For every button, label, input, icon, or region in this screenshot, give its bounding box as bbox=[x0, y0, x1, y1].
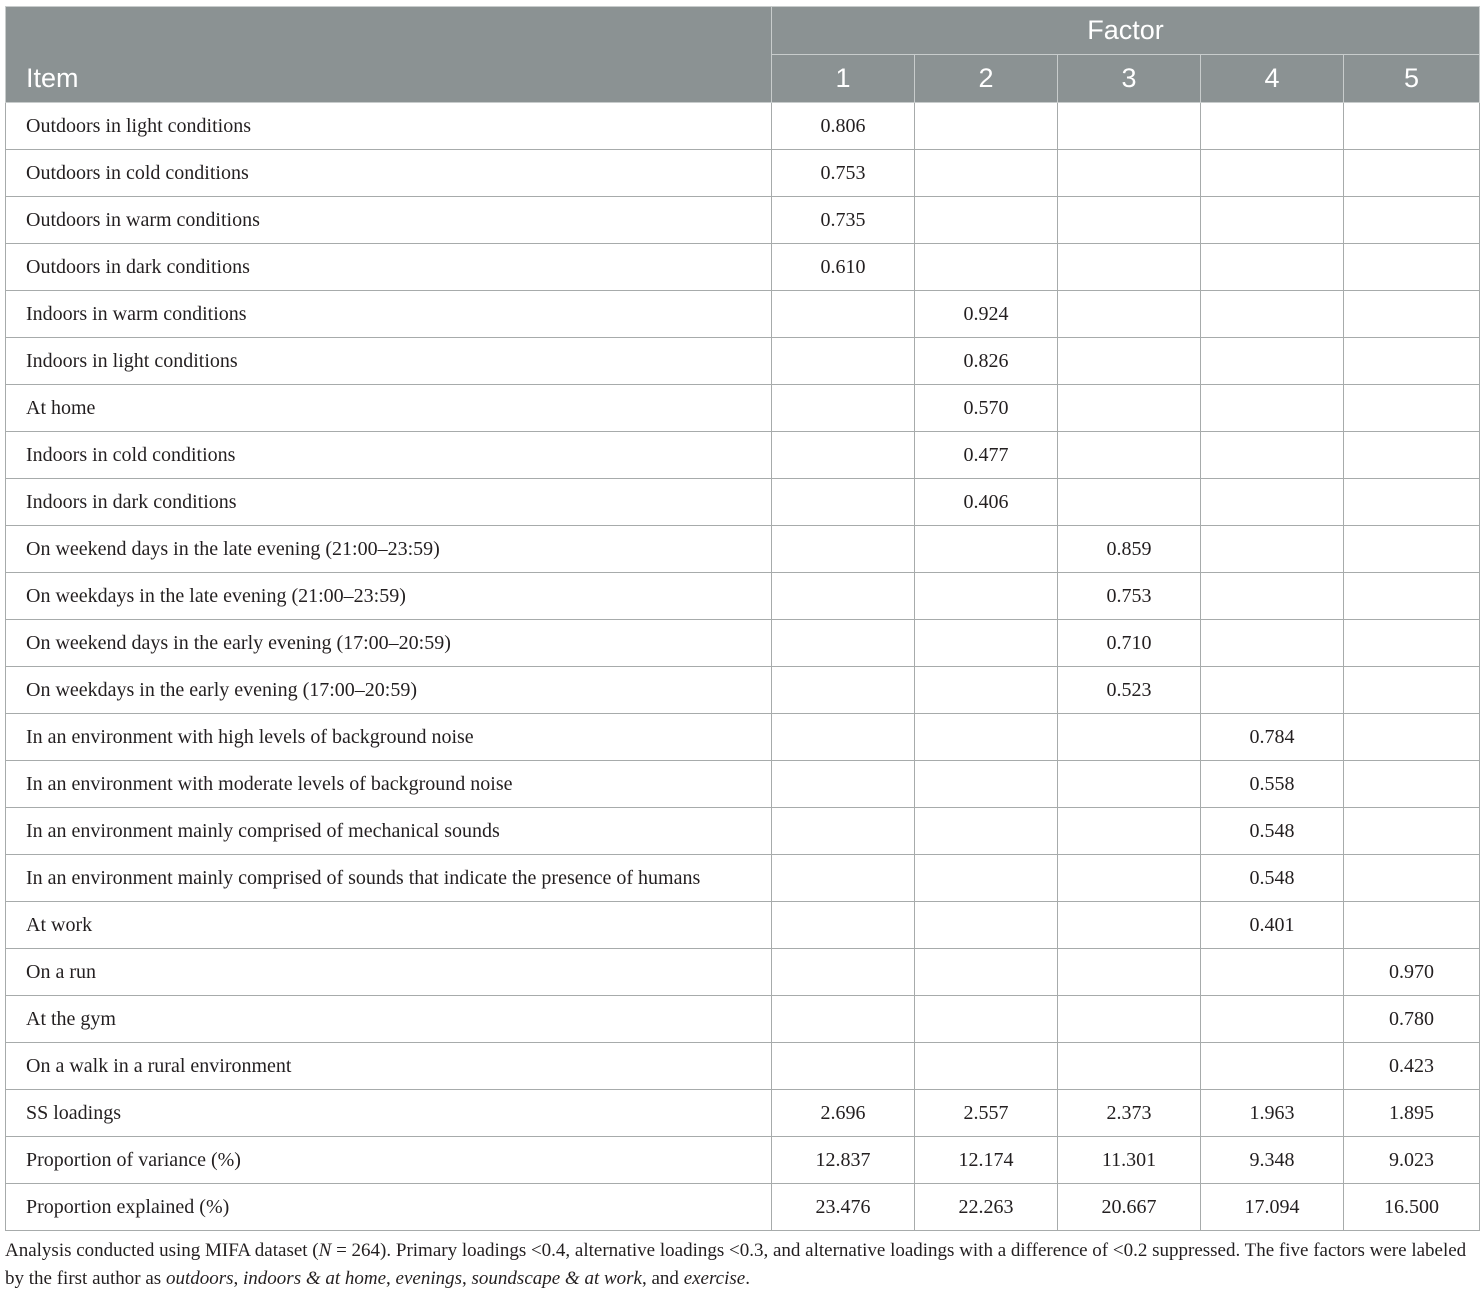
factor-1-value-cell bbox=[772, 385, 915, 432]
factor-2-value-cell bbox=[915, 761, 1058, 808]
table-row bbox=[6, 1137, 1480, 1184]
factor-4-value-cell: 0.401 bbox=[1201, 902, 1344, 949]
factor-5-value-cell: 16.500 bbox=[1344, 1184, 1480, 1231]
table-row bbox=[6, 949, 1480, 996]
item-label-cell: Proportion of variance (%) bbox=[6, 1137, 772, 1184]
factor-2-value-cell bbox=[915, 714, 1058, 761]
table-row bbox=[6, 1184, 1480, 1231]
factor-3-value-cell bbox=[1058, 291, 1201, 338]
factor-3-value-cell bbox=[1058, 996, 1201, 1043]
table-row bbox=[6, 291, 1480, 338]
factor-loadings-table bbox=[5, 6, 1480, 1231]
table-row bbox=[6, 197, 1480, 244]
factor-1-value-cell bbox=[772, 902, 915, 949]
factor-5-value-cell bbox=[1344, 479, 1480, 526]
factor-5-value-cell: 0.423 bbox=[1344, 1043, 1480, 1090]
item-label-cell: In an environment mainly comprised of mechanical sounds bbox=[6, 808, 772, 855]
factor-2-value-cell bbox=[915, 573, 1058, 620]
factor-5-value-cell bbox=[1344, 526, 1480, 573]
factor-2-value-cell bbox=[915, 150, 1058, 197]
footnote-separator: , and bbox=[642, 1268, 684, 1289]
factor-3-value-cell: 11.301 bbox=[1058, 1137, 1201, 1184]
factor-5-value-cell bbox=[1344, 573, 1480, 620]
factor-4-value-cell: 0.558 bbox=[1201, 761, 1344, 808]
table-row bbox=[6, 1043, 1480, 1090]
footnote-text: = 264). Primary loadings <0.4, alternative loadings <0.3, and alternative loadings with a difference of <0.2 suppressed. The five factors were labeled by the first author as bbox=[5, 1240, 1467, 1289]
factor-4-value-cell bbox=[1201, 479, 1344, 526]
factor-3-value-cell: 2.373 bbox=[1058, 1090, 1201, 1137]
item-label-cell: Indoors in dark conditions bbox=[6, 479, 772, 526]
item-column-header: Item bbox=[6, 7, 772, 103]
item-label-cell: At work bbox=[6, 902, 772, 949]
factor-1-value-cell bbox=[772, 761, 915, 808]
table-row bbox=[6, 432, 1480, 479]
factor-5-value-cell: 9.023 bbox=[1344, 1137, 1480, 1184]
table-row bbox=[6, 761, 1480, 808]
item-label-cell: Outdoors in cold conditions bbox=[6, 150, 772, 197]
factor-4-value-cell: 1.963 bbox=[1201, 1090, 1344, 1137]
factor-4-value-cell bbox=[1201, 949, 1344, 996]
factor-5-value-cell bbox=[1344, 667, 1480, 714]
factor-3-value-cell: 0.523 bbox=[1058, 667, 1201, 714]
table-row bbox=[6, 902, 1480, 949]
factor-1-value-cell: 0.753 bbox=[772, 150, 915, 197]
factor-1-value-cell bbox=[772, 573, 915, 620]
factor-2-value-cell bbox=[915, 244, 1058, 291]
factor-5-value-cell bbox=[1344, 103, 1480, 150]
factor-4-value-cell: 9.348 bbox=[1201, 1137, 1344, 1184]
factor-3-value-cell: 0.710 bbox=[1058, 620, 1201, 667]
factor-3-value-cell bbox=[1058, 197, 1201, 244]
factor-2-header: 2 bbox=[915, 55, 1058, 103]
item-label-cell: Proportion explained (%) bbox=[6, 1184, 772, 1231]
factor-1-value-cell bbox=[772, 526, 915, 573]
factor-loadings-table-container bbox=[5, 6, 1479, 1293]
factor-4-value-cell bbox=[1201, 291, 1344, 338]
table-row bbox=[6, 1090, 1480, 1137]
factor-1-value-cell: 23.476 bbox=[772, 1184, 915, 1231]
item-label-cell: On weekdays in the late evening (21:00–23:59) bbox=[6, 573, 772, 620]
factor-4-value-cell: 0.784 bbox=[1201, 714, 1344, 761]
factor-1-header: 1 bbox=[772, 55, 915, 103]
item-label-cell: Indoors in cold conditions bbox=[6, 432, 772, 479]
table-row bbox=[6, 103, 1480, 150]
factor-5-value-cell bbox=[1344, 808, 1480, 855]
factor-4-value-cell bbox=[1201, 385, 1344, 432]
factor-label-soundscape: soundscape & at work bbox=[471, 1268, 642, 1289]
factor-2-value-cell: 22.263 bbox=[915, 1184, 1058, 1231]
factor-4-value-cell: 0.548 bbox=[1201, 855, 1344, 902]
table-body bbox=[6, 103, 1480, 1231]
item-label-cell: At home bbox=[6, 385, 772, 432]
item-label-cell: Outdoors in light conditions bbox=[6, 103, 772, 150]
table-row bbox=[6, 385, 1480, 432]
table-row bbox=[6, 150, 1480, 197]
factor-2-value-cell bbox=[915, 808, 1058, 855]
footnote-n-symbol: N bbox=[318, 1240, 332, 1261]
factor-5-value-cell bbox=[1344, 902, 1480, 949]
table-row bbox=[6, 244, 1480, 291]
factor-4-value-cell bbox=[1201, 338, 1344, 385]
factor-2-value-cell bbox=[915, 103, 1058, 150]
item-label-cell: Indoors in light conditions bbox=[6, 338, 772, 385]
factor-5-value-cell bbox=[1344, 432, 1480, 479]
factor-1-value-cell: 2.696 bbox=[772, 1090, 915, 1137]
factor-3-value-cell bbox=[1058, 949, 1201, 996]
item-label-cell: Outdoors in warm conditions bbox=[6, 197, 772, 244]
factor-3-value-cell bbox=[1058, 479, 1201, 526]
factor-5-value-cell bbox=[1344, 338, 1480, 385]
factor-1-value-cell bbox=[772, 291, 915, 338]
factor-1-value-cell bbox=[772, 479, 915, 526]
factor-3-value-cell bbox=[1058, 1043, 1201, 1090]
factor-2-value-cell: 2.557 bbox=[915, 1090, 1058, 1137]
factor-5-value-cell bbox=[1344, 620, 1480, 667]
factor-3-header: 3 bbox=[1058, 55, 1201, 103]
factor-4-value-cell bbox=[1201, 573, 1344, 620]
factor-1-value-cell bbox=[772, 667, 915, 714]
factor-5-value-cell bbox=[1344, 855, 1480, 902]
item-label-cell: In an environment with high levels of background noise bbox=[6, 714, 772, 761]
factor-2-value-cell bbox=[915, 1043, 1058, 1090]
table-row bbox=[6, 667, 1480, 714]
factor-1-value-cell bbox=[772, 338, 915, 385]
factor-group-header: Factor bbox=[772, 7, 1480, 55]
factor-3-value-cell: 0.753 bbox=[1058, 573, 1201, 620]
factor-4-value-cell bbox=[1201, 1043, 1344, 1090]
factor-1-value-cell bbox=[772, 949, 915, 996]
factor-1-value-cell: 12.837 bbox=[772, 1137, 915, 1184]
factor-1-value-cell bbox=[772, 808, 915, 855]
factor-3-value-cell bbox=[1058, 103, 1201, 150]
factor-2-value-cell bbox=[915, 996, 1058, 1043]
factor-3-value-cell bbox=[1058, 244, 1201, 291]
footnote-text: Analysis conducted using MIFA dataset ( bbox=[5, 1240, 319, 1261]
item-label-cell: Outdoors in dark conditions bbox=[6, 244, 772, 291]
factor-5-value-cell: 0.970 bbox=[1344, 949, 1480, 996]
table-row bbox=[6, 714, 1480, 761]
item-label-cell: SS loadings bbox=[6, 1090, 772, 1137]
factor-5-value-cell bbox=[1344, 197, 1480, 244]
item-label-cell: In an environment with moderate levels of background noise bbox=[6, 761, 772, 808]
table-row bbox=[6, 808, 1480, 855]
factor-4-value-cell bbox=[1201, 150, 1344, 197]
table-row bbox=[6, 338, 1480, 385]
factor-1-value-cell bbox=[772, 714, 915, 761]
table-row bbox=[6, 573, 1480, 620]
factor-4-value-cell bbox=[1201, 197, 1344, 244]
factor-1-value-cell bbox=[772, 620, 915, 667]
factor-4-value-cell bbox=[1201, 526, 1344, 573]
factor-5-value-cell bbox=[1344, 150, 1480, 197]
factor-3-value-cell bbox=[1058, 385, 1201, 432]
table-footnote bbox=[5, 1237, 1479, 1293]
factor-3-value-cell bbox=[1058, 714, 1201, 761]
factor-4-value-cell bbox=[1201, 667, 1344, 714]
factor-3-value-cell bbox=[1058, 432, 1201, 479]
factor-2-value-cell bbox=[915, 902, 1058, 949]
factor-2-value-cell bbox=[915, 620, 1058, 667]
factor-3-value-cell bbox=[1058, 902, 1201, 949]
factor-5-header: 5 bbox=[1344, 55, 1480, 103]
table-row bbox=[6, 620, 1480, 667]
item-label-cell: On a run bbox=[6, 949, 772, 996]
factor-label-indoors: indoors & at home bbox=[243, 1268, 387, 1289]
factor-3-value-cell bbox=[1058, 761, 1201, 808]
table-row bbox=[6, 996, 1480, 1043]
factor-4-value-cell: 0.548 bbox=[1201, 808, 1344, 855]
item-label-cell: At the gym bbox=[6, 996, 772, 1043]
factor-5-value-cell bbox=[1344, 385, 1480, 432]
factor-1-value-cell bbox=[772, 855, 915, 902]
factor-2-value-cell: 0.924 bbox=[915, 291, 1058, 338]
factor-label-exercise: exercise bbox=[683, 1268, 746, 1289]
factor-1-value-cell bbox=[772, 1043, 915, 1090]
item-label-cell: On a walk in a rural environment bbox=[6, 1043, 772, 1090]
factor-4-value-cell bbox=[1201, 244, 1344, 291]
factor-1-value-cell bbox=[772, 432, 915, 479]
factor-4-value-cell bbox=[1201, 620, 1344, 667]
factor-3-value-cell bbox=[1058, 855, 1201, 902]
table-row bbox=[6, 526, 1480, 573]
factor-3-value-cell bbox=[1058, 808, 1201, 855]
factor-2-value-cell bbox=[915, 855, 1058, 902]
factor-1-value-cell: 0.806 bbox=[772, 103, 915, 150]
factor-2-value-cell bbox=[915, 949, 1058, 996]
factor-1-value-cell bbox=[772, 996, 915, 1043]
footnote-separator: , bbox=[386, 1268, 396, 1289]
factor-2-value-cell: 0.406 bbox=[915, 479, 1058, 526]
factor-2-value-cell: 0.826 bbox=[915, 338, 1058, 385]
factor-label-evenings: evenings bbox=[395, 1268, 463, 1289]
item-label-cell: On weekend days in the early evening (17:00–20:59) bbox=[6, 620, 772, 667]
footnote-separator: , bbox=[233, 1268, 244, 1289]
item-label-cell: Indoors in warm conditions bbox=[6, 291, 772, 338]
footnote-separator: , bbox=[462, 1268, 472, 1289]
table-header bbox=[6, 7, 1480, 103]
item-label-cell: On weekdays in the early evening (17:00–20:59) bbox=[6, 667, 772, 714]
item-label-cell: In an environment mainly comprised of sounds that indicate the presence of humans bbox=[6, 855, 772, 902]
factor-5-value-cell bbox=[1344, 761, 1480, 808]
factor-4-header: 4 bbox=[1201, 55, 1344, 103]
factor-2-value-cell bbox=[915, 667, 1058, 714]
factor-3-value-cell bbox=[1058, 338, 1201, 385]
factor-5-value-cell bbox=[1344, 291, 1480, 338]
factor-2-value-cell bbox=[915, 526, 1058, 573]
footnote-end: . bbox=[745, 1268, 750, 1289]
table-row bbox=[6, 855, 1480, 902]
factor-3-value-cell: 20.667 bbox=[1058, 1184, 1201, 1231]
factor-3-value-cell: 0.859 bbox=[1058, 526, 1201, 573]
factor-2-value-cell bbox=[915, 197, 1058, 244]
factor-5-value-cell: 1.895 bbox=[1344, 1090, 1480, 1137]
factor-1-value-cell: 0.610 bbox=[772, 244, 915, 291]
factor-4-value-cell bbox=[1201, 432, 1344, 479]
factor-2-value-cell: 0.477 bbox=[915, 432, 1058, 479]
factor-4-value-cell: 17.094 bbox=[1201, 1184, 1344, 1231]
factor-2-value-cell: 0.570 bbox=[915, 385, 1058, 432]
factor-1-value-cell: 0.735 bbox=[772, 197, 915, 244]
item-label-cell: On weekend days in the late evening (21:00–23:59) bbox=[6, 526, 772, 573]
factor-5-value-cell: 0.780 bbox=[1344, 996, 1480, 1043]
factor-4-value-cell bbox=[1201, 103, 1344, 150]
factor-3-value-cell bbox=[1058, 150, 1201, 197]
factor-5-value-cell bbox=[1344, 714, 1480, 761]
factor-4-value-cell bbox=[1201, 996, 1344, 1043]
table-row bbox=[6, 479, 1480, 526]
factor-2-value-cell: 12.174 bbox=[915, 1137, 1058, 1184]
factor-label-outdoors: outdoors bbox=[165, 1268, 234, 1289]
factor-5-value-cell bbox=[1344, 244, 1480, 291]
